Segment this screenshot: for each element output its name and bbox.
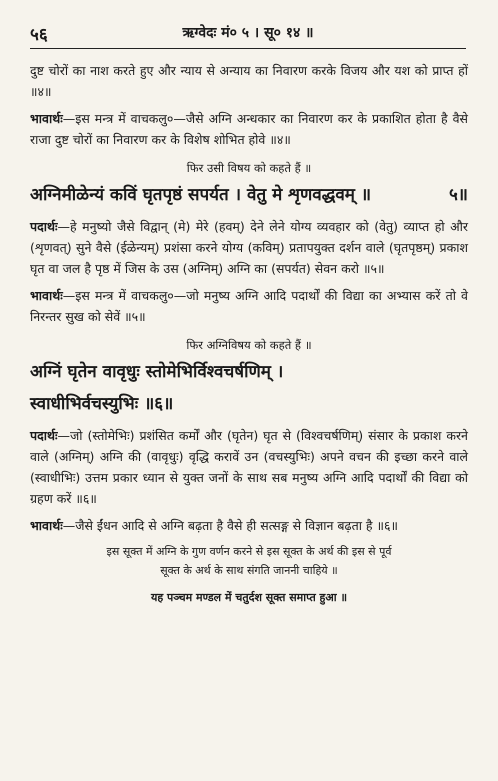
mantra-number: ५॥: [448, 185, 468, 205]
bhavartha-label: भावार्थः: [30, 111, 63, 126]
mantra-6-line-1: अग्निं घृतेन वावृधुः स्तोमेभिर्विश्वचर्षणिम् ।: [30, 362, 284, 382]
running-title: ऋग्वेदः मं० ५ । सू० १४ ॥: [182, 25, 314, 41]
padartha-5: [30, 216, 468, 279]
padartha-6: [30, 425, 468, 509]
bhavartha-4: [30, 108, 468, 150]
mantra-6-line-2: स्वाधीभिर्वचस्युभिः ॥६॥: [30, 394, 174, 414]
paragraph-continuation: दुष्ट चोरों का नाश करते हुए और न्याय से अन्याय का निवारण करके विजय और यश को प्राप्त हों ॥४॥: [30, 63, 468, 99]
padartha-text: —हे मनुष्यो जैसे विद्वान् (मे) मेरे (हवम्) देने लेने योग्य व्यवहार को (वेतु) व्याप्त हो और (शृणवत्) सुने वैसे (ईळेन्यम्) प्रशंसा करने योग्य (कविम्) प्रतापयुक्त दर्शन वाले (घृतपृष्ठम्) प्रकाश घृत वा जल है पृष्ठ में जिस के उस (अग्निम्) अग्नि का (सपर्यत) सेवन करो ॥५॥: [30, 219, 468, 276]
padartha-label: पदार्थः: [30, 219, 58, 234]
page-number: ५६: [30, 25, 48, 45]
sukta-closing: यह पञ्चम मण्डल में चतुर्दश सूक्त समाप्त हुआ ॥: [150, 591, 348, 604]
section-heading: फिर उसी विषय को कहते हैं ॥: [186, 161, 312, 175]
page-content: [30, 60, 468, 608]
padartha-text: —जो (स्तोमेभिः) प्रशंसित कर्मों और (घृतेन) घृत से (विश्वचर्षणिम्) संसार के प्रकाश करने वाले (अग्निम्) अग्नि की (वावृधुः) वृद्धि करावें उन (वचस्युभिः) अपने वचन की इच्छा करने वाले (स्वाधीभिः) उत्तम प्रकार ध्यान से युक्त जनों के साथ सब मनुष्य अग्नि आदि पदार्थों की विद्या को ग्रहण करें ॥६॥: [30, 428, 468, 506]
mantra-text: अग्निमीळेन्यं कविं घृतपृष्ठं सपर्यत । वेतु मे शृणवद्धवम् ॥: [30, 185, 372, 205]
sukta-note-line-2: सूक्त के अर्थ के साथ संगति जाननी चाहिये ॥: [160, 564, 338, 577]
bhavartha-5: [30, 285, 468, 327]
page-header: [30, 22, 466, 49]
sukta-note-line-1: इस सूक्त में अग्नि के गुण वर्णन करने से इस सूक्त के अर्थ की इस से पूर्व: [106, 545, 392, 558]
bhavartha-text: —जैसे ईंधन आदि से अग्नि बढ़ता है वैसे ही सत्सङ्ग से विज्ञान बढ़ता है ॥६॥: [62, 518, 399, 533]
padartha-label: पदार्थः: [30, 428, 58, 443]
bhavartha-text: —इस मन्त्र में वाचकलु०—जैसे अग्नि अन्धकार का निवारण कर के प्रकाशित होता है वैसे राजा दुष्ट चोरों का निवारण कर के विशेष शोभित होवे ॥४॥: [30, 111, 468, 147]
bhavartha-label: भावार्थः: [30, 288, 63, 303]
bhavartha-label: भावार्थः: [30, 518, 63, 533]
mantra-5: [30, 180, 468, 210]
section-heading: फिर अग्निविषय को कहते हैं ॥: [186, 338, 312, 352]
bhavartha-6: [30, 515, 468, 536]
bhavartha-text: —इस मन्त्र में वाचकलु०—जो मनुष्य अग्नि आदि पदार्थों की विद्या का अभ्यास करें तो वे निरन्तर सुख को सेवें ॥५॥: [30, 288, 468, 324]
